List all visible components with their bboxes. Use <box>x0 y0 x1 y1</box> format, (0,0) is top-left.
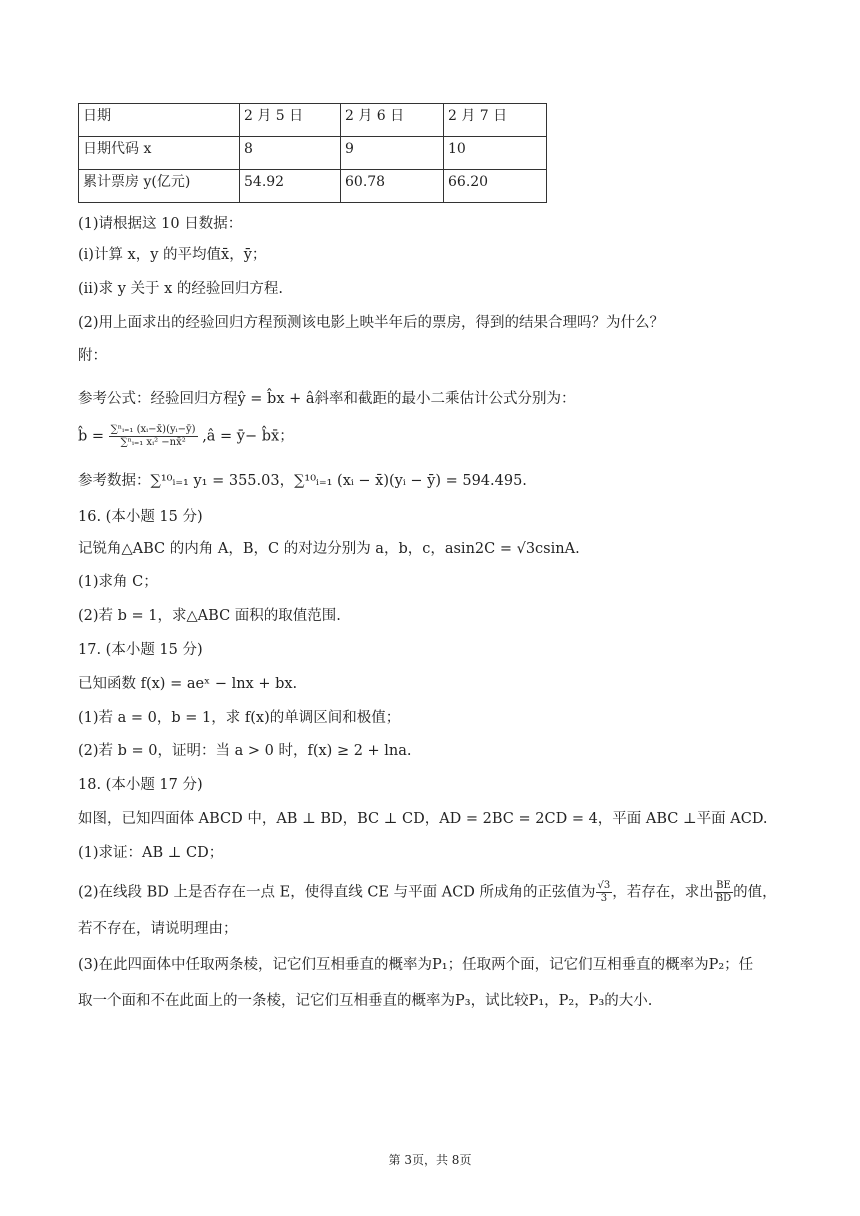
a-hat-formula: ,â = ȳ− b̂x̄； <box>202 428 294 445</box>
q16-stem: 记锐角△ABC 的内角 A，B，C 的对边分别为 a，b，c，asin2C = √3csinA. <box>78 541 580 557</box>
table-cell: 10 <box>444 137 547 170</box>
table-cell: 2 月 6 日 <box>341 104 444 137</box>
be-bd-fraction <box>714 880 733 905</box>
page-footer: 第 3页，共 8页 <box>388 1153 472 1167</box>
table-cell: 2 月 7 日 <box>444 104 547 137</box>
q18-part1: (1)求证：AB ⊥ CD； <box>78 845 224 861</box>
be-bd-numerator: BE <box>714 880 733 893</box>
b-hat-numerator: ∑ⁿᵢ₌₁ (xᵢ−x̄)(yᵢ−ȳ) <box>110 424 196 435</box>
sine-value-denominator: 3 <box>600 893 608 904</box>
q15-reference-data: 参考数据：∑¹⁰ᵢ₌₁ y₁ = 355.03，∑¹⁰ᵢ₌₁ (xᵢ − x̄)(yᵢ − ȳ) = 594.495. <box>78 473 527 489</box>
q17-stem: 已知函数 f(x) = aeˣ − lnx + bx. <box>78 676 298 692</box>
table-header-row <box>79 104 547 137</box>
table-cell: 60.78 <box>341 170 444 203</box>
table-cell: 日期代码 x <box>79 137 240 170</box>
q17-part2: (2)若 b = 0，证明：当 a > 0 时，f(x) ≥ 2 + lna. <box>78 743 412 759</box>
q17-header: 17. (本小题 15 分) <box>78 642 203 658</box>
q16-header: 16. (本小题 15 分) <box>78 509 203 525</box>
q17-part1: (1)若 a = 0，b = 1，求 f(x)的单调区间和极值； <box>78 710 401 726</box>
table-row <box>79 137 547 170</box>
q18-header: 18. (本小题 17 分) <box>78 777 203 793</box>
b-hat-denominator: ∑ⁿᵢ₌₁ xᵢ² −nx̄² <box>120 437 186 448</box>
table-row <box>79 170 547 203</box>
q16-part2: (2)若 b = 1，求△ABC 面积的取值范围. <box>78 608 341 624</box>
q18-part2 <box>78 880 777 905</box>
q18-stem: 如图，已知四面体 ABCD 中，AB ⊥ BD，BC ⊥ CD，AD = 2BC = 2CD = 4，平面 ABC ⊥平面 ACD. <box>78 811 768 827</box>
table-cell: 累计票房 y(亿元) <box>79 170 240 203</box>
q18-part3-line2: 取一个面和不在此面上的一条棱，记它们互相垂直的概率为P₃，试比较P₁，P₂，P₃的大小. <box>78 993 653 1009</box>
table-cell: 2 月 5 日 <box>240 104 341 137</box>
q18-part2-text-c: 的值， <box>733 884 777 901</box>
b-hat-lhs: b̂ = <box>78 428 105 445</box>
q15-part1-i: (i)计算 x，y 的平均值x̄，ȳ； <box>78 247 267 263</box>
b-hat-fraction <box>109 424 198 449</box>
q15-formula-b-hat <box>78 424 294 449</box>
table-cell: 8 <box>240 137 341 170</box>
q18-part2-text-a: (2)在线段 BD 上是否存在一点 E，使得直线 CE 与平面 ACD 所成角的正弦值为 <box>78 884 596 901</box>
q18-part2-continued: 若不存在，请说明理由； <box>78 921 238 937</box>
be-bd-denominator: BD <box>715 893 732 904</box>
sine-value-numerator: √3 <box>597 880 611 891</box>
q15-formula-intro: 参考公式：经验回归方程ŷ = b̂x + â斜率和截距的最小二乘估计公式分别为： <box>78 391 576 407</box>
q15-part1-ii: (ii)求 y 关于 x 的经验回归方程. <box>78 281 284 297</box>
q18-part2-text-b: ，若存在，求出 <box>612 884 714 901</box>
table-cell: 66.20 <box>444 170 547 203</box>
box-office-table <box>78 103 547 203</box>
q15-appendix: 附： <box>78 348 107 364</box>
q18-part3-line1: (3)在此四面体中任取两条棱，记它们互相垂直的概率为P₁；任取两个面，记它们互相垂直的概率为P₂；任 <box>78 957 754 973</box>
q15-part1: (1)请根据这 10 日数据： <box>78 216 243 232</box>
q16-part1: (1)求角 C； <box>78 574 158 590</box>
table-cell: 54.92 <box>240 170 341 203</box>
sine-value-fraction <box>596 880 613 905</box>
table-cell: 日期 <box>79 104 240 137</box>
q15-part2: (2)用上面求出的经验回归方程预测该电影上映半年后的票房，得到的结果合理吗？为什么？ <box>78 315 665 331</box>
table-cell: 9 <box>341 137 444 170</box>
